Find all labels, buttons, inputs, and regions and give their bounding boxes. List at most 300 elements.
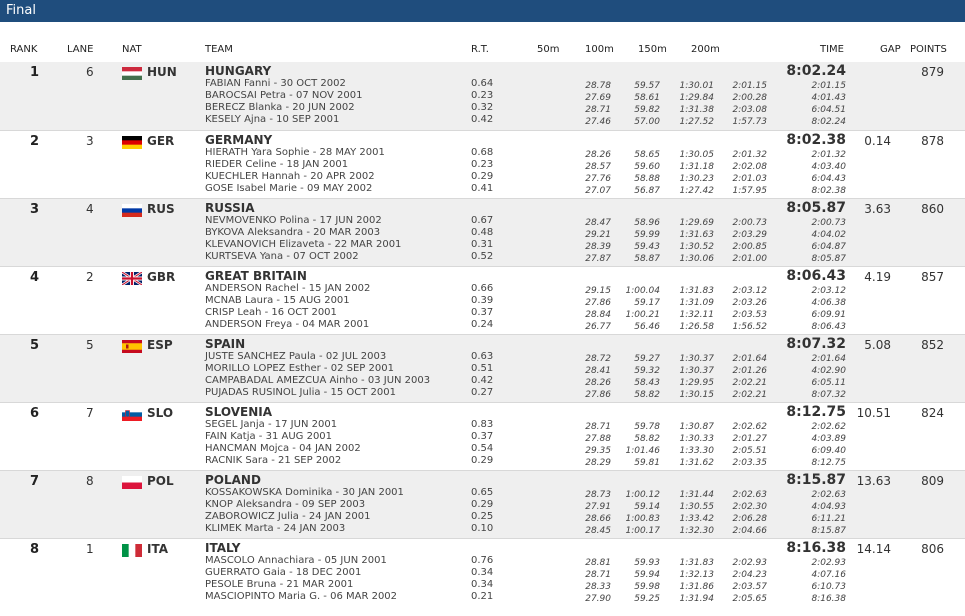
split-time: 59.25: [634, 594, 660, 604]
result-row: [0, 198, 965, 267]
cumulative-time: 2:02.93: [811, 558, 846, 568]
split-time: 2:05.65: [732, 594, 767, 604]
final-time: 8:02.24: [786, 63, 846, 79]
split-time: 1:31.94: [679, 594, 714, 604]
final-time: 8:07.32: [786, 336, 846, 352]
split-time: 28.45: [585, 526, 611, 536]
cumulative-time: 6:09.40: [811, 446, 846, 456]
rank: 4: [30, 270, 40, 285]
nation-code: ITA: [147, 542, 169, 556]
split-time: 56.87: [634, 186, 660, 196]
split-time: 1:31.44: [679, 490, 714, 500]
split-time: 58.65: [634, 150, 660, 160]
athlete-name: BYKOVA Aleksandra - 20 MAR 2003: [205, 227, 381, 238]
split-time: 28.73: [585, 490, 611, 500]
split-time: 59.81: [634, 458, 660, 468]
split-time: 1:57.73: [732, 117, 767, 127]
lane: 6: [86, 65, 94, 79]
split-time: 26.77: [585, 322, 611, 332]
split-time: 59.17: [634, 298, 660, 308]
split-time: 1:30.05: [679, 150, 714, 160]
split-time: 2:01.26: [732, 366, 767, 376]
reaction-time: 0.23: [471, 90, 494, 101]
athlete-name: ANDERSON Rachel - 15 JAN 2002: [205, 283, 371, 294]
split-time: 1:31.09: [679, 298, 714, 308]
nation-code: GBR: [147, 270, 176, 284]
points: 860: [921, 202, 944, 216]
nation-code: ESP: [147, 338, 173, 352]
split-time: 1:33.42: [679, 514, 714, 524]
split-time: 1:29.84: [679, 93, 714, 103]
split-time: 57.00: [634, 117, 660, 127]
cumulative-time: 8:12.75: [811, 458, 846, 468]
nation-code: RUS: [147, 202, 175, 216]
result-row: [0, 130, 965, 199]
reaction-time: 0.48: [471, 227, 494, 238]
split-time: 59.57: [634, 81, 660, 91]
split-time: 1:29.69: [679, 218, 714, 228]
reaction-time: 0.34: [471, 567, 494, 578]
split-time: 1:30.87: [679, 422, 714, 432]
reaction-time: 0.34: [471, 579, 494, 590]
athlete-name: JUSTE SANCHEZ Paula - 02 JUL 2003: [205, 351, 387, 362]
cumulative-time: 2:00.73: [811, 218, 846, 228]
reaction-time: 0.63: [471, 351, 494, 362]
reaction-time: 0.54: [471, 443, 494, 454]
result-row: [0, 334, 965, 403]
athlete-name: KOSSAKOWSKA Dominika - 30 JAN 2001: [205, 487, 404, 498]
split-time: 59.94: [634, 570, 660, 580]
cumulative-time: 4:07.16: [811, 570, 846, 580]
cumulative-time: 6:05.11: [811, 378, 846, 388]
gap: 14.14: [856, 542, 891, 556]
split-time: 2:01.03: [732, 174, 767, 184]
rank: 2: [30, 134, 40, 149]
cumulative-time: 8:05.87: [811, 254, 846, 264]
reaction-time: 0.21: [471, 591, 494, 602]
rank: 5: [30, 338, 40, 353]
split-time: 1:57.95: [732, 186, 767, 196]
split-time: 1:27.42: [679, 186, 714, 196]
split-time: 58.88: [634, 174, 660, 184]
result-row: [0, 266, 965, 335]
rus-flag-icon: [122, 202, 142, 215]
split-time: 1:00.21: [625, 310, 660, 320]
esp-flag-icon: [122, 338, 142, 351]
split-time: 28.66: [585, 514, 611, 524]
split-time: 2:01.27: [732, 434, 767, 444]
split-time: 1:00.17: [625, 526, 660, 536]
result-row: [0, 470, 965, 539]
split-time: 2:03.08: [732, 105, 767, 115]
team-name: ITALY: [205, 541, 241, 555]
header-nat: NAT: [122, 44, 142, 55]
split-time: 2:00.73: [732, 218, 767, 228]
athlete-name: RACNIK Sara - 21 SEP 2002: [205, 455, 342, 466]
split-time: 2:03.53: [732, 310, 767, 320]
final-time: 8:02.38: [786, 132, 846, 148]
split-time: 29.15: [585, 286, 611, 296]
team-name: SPAIN: [205, 337, 246, 351]
split-time: 2:03.29: [732, 230, 767, 240]
cumulative-time: 8:06.43: [811, 322, 846, 332]
athlete-name: KLIMEK Marta - 24 JAN 2003: [205, 523, 346, 534]
athlete-name: CAMPABADAL AMEZCUA Ainho - 03 JUN 2003: [205, 375, 431, 386]
split-time: 2:00.28: [732, 93, 767, 103]
split-time: 1:31.83: [679, 286, 714, 296]
athlete-name: SEGEL Janja - 17 JUN 2001: [205, 419, 338, 430]
athlete-name: PESOLE Bruna - 21 MAR 2001: [205, 579, 354, 590]
gap: 4.19: [864, 270, 891, 284]
split-time: 59.60: [634, 162, 660, 172]
athlete-name: MCNAB Laura - 15 AUG 2001: [205, 295, 350, 306]
split-time: 27.86: [585, 390, 611, 400]
reaction-time: 0.25: [471, 511, 494, 522]
split-time: 1:30.01: [679, 81, 714, 91]
split-time: 28.26: [585, 150, 611, 160]
split-time: 1:30.37: [679, 354, 714, 364]
cumulative-time: 6:10.73: [811, 582, 846, 592]
points: 852: [921, 338, 944, 352]
cumulative-time: 2:01.64: [811, 354, 846, 364]
reaction-time: 0.66: [471, 283, 494, 294]
split-time: 28.39: [585, 242, 611, 252]
split-time: 1:30.15: [679, 390, 714, 400]
result-row: [0, 62, 965, 130]
athlete-name: ANDERSON Freya - 04 MAR 2001: [205, 319, 370, 330]
split-time: 2:05.51: [732, 446, 767, 456]
split-time: 28.57: [585, 162, 611, 172]
reaction-time: 0.64: [471, 78, 494, 89]
header-team: TEAM: [205, 44, 233, 55]
reaction-time: 0.29: [471, 499, 494, 510]
cumulative-time: 4:04.93: [811, 502, 846, 512]
athlete-name: PUJADAS RUSINOL Julia - 15 OCT 2001: [205, 387, 396, 398]
split-time: 1:30.52: [679, 242, 714, 252]
gap: 5.08: [864, 338, 891, 352]
ita-flag-icon: [122, 542, 142, 555]
split-time: 1:32.13: [679, 570, 714, 580]
gap: 0.14: [864, 134, 891, 148]
split-time: 1:32.11: [679, 310, 714, 320]
nation-code: POL: [147, 474, 174, 488]
team-name: RUSSIA: [205, 201, 255, 215]
athlete-name: KUECHLER Hannah - 20 APR 2002: [205, 171, 375, 182]
split-time: 2:01.00: [732, 254, 767, 264]
header-rt: R.T.: [471, 44, 489, 55]
split-time: 1:31.86: [679, 582, 714, 592]
athlete-name: CRISP Leah - 16 OCT 2001: [205, 307, 337, 318]
final-time: 8:06.43: [786, 268, 846, 284]
cumulative-time: 4:04.02: [811, 230, 846, 240]
cumulative-time: 2:02.63: [811, 490, 846, 500]
lane: 3: [86, 134, 94, 148]
cumulative-time: 4:03.40: [811, 162, 846, 172]
gbr-flag-icon: [122, 270, 142, 283]
athlete-name: KLEVANOVICH Elizaveta - 22 MAR 2001: [205, 239, 402, 250]
split-time: 58.43: [634, 378, 660, 388]
nation-code: SLO: [147, 406, 174, 420]
athlete-name: FABIAN Fanni - 30 OCT 2002: [205, 78, 346, 89]
cumulative-time: 6:04.51: [811, 105, 846, 115]
split-time: 27.46: [585, 117, 611, 127]
split-time: 2:03.35: [732, 458, 767, 468]
split-time: 28.33: [585, 582, 611, 592]
split-time: 58.61: [634, 93, 660, 103]
athlete-name: NEVMOVENKO Polina - 17 JUN 2002: [205, 215, 382, 226]
split-time: 1:30.23: [679, 174, 714, 184]
reaction-time: 0.23: [471, 159, 494, 170]
split-time: 28.47: [585, 218, 611, 228]
split-time: 2:02.62: [732, 422, 767, 432]
split-time: 56.46: [634, 322, 660, 332]
header-lane: LANE: [67, 44, 94, 55]
cumulative-time: 8:02.24: [811, 117, 846, 127]
split-time: 27.88: [585, 434, 611, 444]
gap: 3.63: [864, 202, 891, 216]
split-time: 2:01.15: [732, 81, 767, 91]
header-points: POINTS: [910, 44, 947, 55]
points: 857: [921, 270, 944, 284]
split-time: 2:03.57: [732, 582, 767, 592]
cumulative-time: 6:04.87: [811, 242, 846, 252]
split-time: 28.71: [585, 105, 611, 115]
cumulative-time: 2:03.12: [811, 286, 846, 296]
lane: 4: [86, 202, 94, 216]
header-200m: 200m: [691, 44, 720, 55]
split-time: 59.99: [634, 230, 660, 240]
rank: 1: [30, 65, 40, 80]
reaction-time: 0.29: [471, 455, 494, 466]
points: 879: [921, 65, 944, 79]
split-time: 58.82: [634, 390, 660, 400]
split-time: 27.86: [585, 298, 611, 308]
split-time: 2:00.85: [732, 242, 767, 252]
points: 806: [921, 542, 944, 556]
athlete-name: MASCIOPINTO Maria G. - 06 MAR 2002: [205, 591, 398, 602]
cumulative-time: 8:15.87: [811, 526, 846, 536]
final-time: 8:05.87: [786, 200, 846, 216]
split-time: 28.84: [585, 310, 611, 320]
split-time: 2:03.26: [732, 298, 767, 308]
lane: 1: [86, 542, 94, 556]
split-time: 59.78: [634, 422, 660, 432]
reaction-time: 0.51: [471, 363, 494, 374]
points: 878: [921, 134, 944, 148]
athlete-name: MORILLO LOPEZ Esther - 02 SEP 2001: [205, 363, 394, 374]
page-title: Final: [6, 3, 36, 18]
split-time: 28.29: [585, 458, 611, 468]
slo-flag-icon: [122, 406, 142, 419]
split-time: 1:30.37: [679, 366, 714, 376]
athlete-name: KESELY Ajna - 10 SEP 2001: [205, 114, 340, 125]
athlete-name: KURTSEVA Yana - 07 OCT 2002: [205, 251, 359, 262]
hun-flag-icon: [122, 65, 142, 78]
header-time: TIME: [820, 44, 845, 55]
split-time: 1:01.46: [625, 446, 660, 456]
cumulative-time: 6:11.21: [811, 514, 846, 524]
reaction-time: 0.27: [471, 387, 494, 398]
split-time: 2:04.23: [732, 570, 767, 580]
split-time: 1:33.30: [679, 446, 714, 456]
athlete-name: RIEDER Celine - 18 JAN 2001: [205, 159, 349, 170]
reaction-time: 0.42: [471, 114, 494, 125]
athlete-name: BERECZ Blanka - 20 JUN 2002: [205, 102, 355, 113]
rank: 3: [30, 202, 40, 217]
split-time: 1:31.83: [679, 558, 714, 568]
split-time: 1:32.30: [679, 526, 714, 536]
header-gap: GAP: [880, 44, 901, 55]
split-time: 59.82: [634, 105, 660, 115]
split-time: 2:02.21: [732, 378, 767, 388]
reaction-time: 0.52: [471, 251, 494, 262]
final-time: 8:15.87: [786, 472, 846, 488]
team-name: SLOVENIA: [205, 405, 273, 419]
result-row: [0, 402, 965, 471]
split-time: 28.72: [585, 354, 611, 364]
reaction-time: 0.37: [471, 431, 494, 442]
split-time: 28.78: [585, 81, 611, 91]
title-bar: [0, 0, 965, 22]
reaction-time: 0.10: [471, 523, 494, 534]
header-150m: 150m: [638, 44, 667, 55]
cumulative-time: 4:03.89: [811, 434, 846, 444]
split-time: 1:31.38: [679, 105, 714, 115]
split-time: 28.41: [585, 366, 611, 376]
header-rank: RANK: [10, 44, 38, 55]
split-time: 28.26: [585, 378, 611, 388]
split-time: 2:04.66: [732, 526, 767, 536]
split-time: 59.98: [634, 582, 660, 592]
split-time: 2:02.63: [732, 490, 767, 500]
reaction-time: 0.42: [471, 375, 494, 386]
split-time: 2:02.30: [732, 502, 767, 512]
reaction-time: 0.39: [471, 295, 494, 306]
split-time: 27.91: [585, 502, 611, 512]
cumulative-time: 4:06.38: [811, 298, 846, 308]
split-time: 1:31.62: [679, 458, 714, 468]
reaction-time: 0.83: [471, 419, 494, 430]
split-time: 1:00.04: [625, 286, 660, 296]
split-time: 28.81: [585, 558, 611, 568]
reaction-time: 0.68: [471, 147, 494, 158]
split-time: 1:00.83: [625, 514, 660, 524]
split-time: 1:56.52: [732, 322, 767, 332]
reaction-time: 0.65: [471, 487, 494, 498]
reaction-time: 0.67: [471, 215, 494, 226]
header-50m: 50m: [537, 44, 560, 55]
split-time: 1:31.18: [679, 162, 714, 172]
split-time: 2:06.28: [732, 514, 767, 524]
split-time: 2:01.64: [732, 354, 767, 364]
cumulative-time: 4:01.43: [811, 93, 846, 103]
team-name: POLAND: [205, 473, 261, 487]
athlete-name: GOSE Isabel Marie - 09 MAY 2002: [205, 183, 373, 194]
cumulative-time: 4:02.90: [811, 366, 846, 376]
cumulative-time: 6:04.43: [811, 174, 846, 184]
reaction-time: 0.37: [471, 307, 494, 318]
split-time: 27.87: [585, 254, 611, 264]
lane: 2: [86, 270, 94, 284]
split-time: 27.69: [585, 93, 611, 103]
rank: 6: [30, 406, 40, 421]
final-time: 8:12.75: [786, 404, 846, 420]
split-time: 1:29.95: [679, 378, 714, 388]
split-time: 1:26.58: [679, 322, 714, 332]
cumulative-time: 2:01.32: [811, 150, 846, 160]
athlete-name: ZABOROWICZ Julia - 24 JAN 2001: [205, 511, 371, 522]
reaction-time: 0.31: [471, 239, 494, 250]
split-time: 58.96: [634, 218, 660, 228]
rank: 8: [30, 542, 40, 557]
reaction-time: 0.76: [471, 555, 494, 566]
athlete-name: HANCMAN Mojca - 04 JAN 2002: [205, 443, 361, 454]
cumulative-time: 6:09.91: [811, 310, 846, 320]
split-time: 1:31.63: [679, 230, 714, 240]
split-time: 1:27.52: [679, 117, 714, 127]
cumulative-time: 8:07.32: [811, 390, 846, 400]
athlete-name: KNOP Aleksandra - 09 SEP 2003: [205, 499, 366, 510]
split-time: 27.90: [585, 594, 611, 604]
split-time: 58.82: [634, 434, 660, 444]
reaction-time: 0.32: [471, 102, 494, 113]
split-time: 2:02.21: [732, 390, 767, 400]
split-time: 1:30.33: [679, 434, 714, 444]
reaction-time: 0.41: [471, 183, 494, 194]
athlete-name: GUERRATO Gaia - 18 DEC 2001: [205, 567, 362, 578]
lane: 8: [86, 474, 94, 488]
split-time: 59.32: [634, 366, 660, 376]
split-time: 28.71: [585, 570, 611, 580]
split-time: 2:02.08: [732, 162, 767, 172]
split-time: 2:03.12: [732, 286, 767, 296]
split-time: 58.87: [634, 254, 660, 264]
cumulative-time: 8:16.38: [811, 594, 846, 604]
result-row: [0, 538, 965, 607]
header-100m: 100m: [585, 44, 614, 55]
split-time: 59.93: [634, 558, 660, 568]
points: 824: [921, 406, 944, 420]
athlete-name: HIERATH Yara Sophie - 28 MAY 2001: [205, 147, 385, 158]
cumulative-time: 2:02.62: [811, 422, 846, 432]
final-time: 8:16.38: [786, 540, 846, 556]
points: 809: [921, 474, 944, 488]
split-time: 1:00.12: [625, 490, 660, 500]
split-time: 27.07: [585, 186, 611, 196]
reaction-time: 0.29: [471, 171, 494, 182]
split-time: 59.27: [634, 354, 660, 364]
split-time: 59.43: [634, 242, 660, 252]
split-time: 29.21: [585, 230, 611, 240]
lane: 5: [86, 338, 94, 352]
gap: 13.63: [856, 474, 891, 488]
cumulative-time: 8:02.38: [811, 186, 846, 196]
split-time: 29.35: [585, 446, 611, 456]
athlete-name: FAIN Katja - 31 AUG 2001: [205, 431, 333, 442]
nation-code: HUN: [147, 65, 177, 79]
split-time: 2:02.93: [732, 558, 767, 568]
ger-flag-icon: [122, 134, 142, 147]
split-time: 1:30.55: [679, 502, 714, 512]
cumulative-time: 2:01.15: [811, 81, 846, 91]
split-time: 2:01.32: [732, 150, 767, 160]
split-time: 59.14: [634, 502, 660, 512]
pol-flag-icon: [122, 474, 142, 487]
split-time: 27.76: [585, 174, 611, 184]
team-name: HUNGARY: [205, 64, 272, 78]
split-time: 1:30.06: [679, 254, 714, 264]
athlete-name: BAROCSAI Petra - 07 NOV 2001: [205, 90, 363, 101]
